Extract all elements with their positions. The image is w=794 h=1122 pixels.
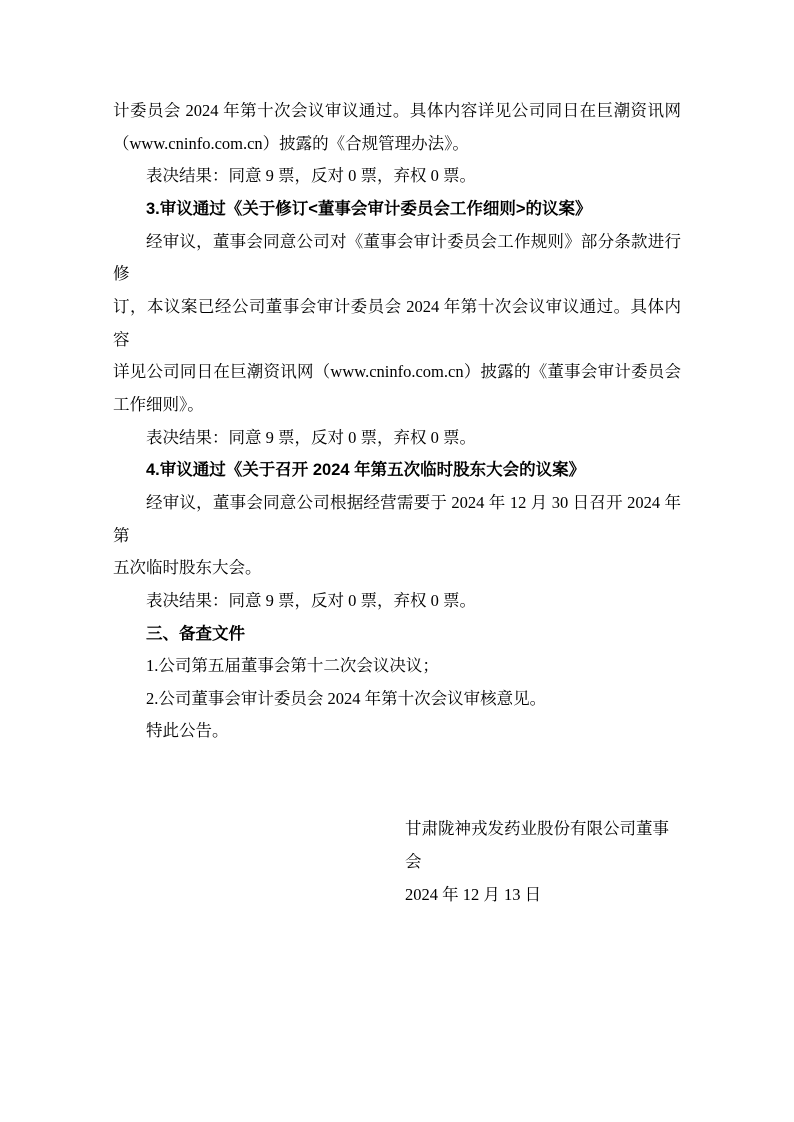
paragraph-line: 订，本议案已经公司董事会审计委员会 2024 年第十次会议审议通过。具体内容 [113, 296, 681, 349]
paragraph-line: 五次临时股东大会。 [113, 558, 262, 578]
agenda-item-4-heading: 4.审议通过《关于召开 2024 年第五次临时股东大会的议案》 [146, 461, 586, 480]
paragraph-continuation-line: （www.cninfo.com.cn）披露的《合规管理办法》。 [113, 133, 469, 153]
paragraph-line: 工作细则》。 [113, 394, 204, 414]
paragraph-line: 经审议，董事会同意公司根据经营需要于 2024 年 12 月 30 日召开 2024 年第 [113, 492, 681, 545]
paragraph-continuation-line: 计委员会 2024 年第十次会议审议通过。具体内容详见公司同日在巨潮资讯网 [113, 101, 681, 120]
reference-document-item: 2.公司董事会审计委员会 2024 年第十次会议审核意见。 [146, 688, 547, 708]
vote-result-line: 表决结果：同意 9 票，反对 0 票，弃权 0 票。 [146, 427, 476, 447]
blank-space [113, 748, 681, 813]
section-heading-reference-documents: 三、备查文件 [146, 624, 245, 643]
reference-document-item: 1.公司第五届董事会第十二次会议决议； [146, 656, 439, 676]
signature-date: 2024 年 12 月 13 日 [405, 884, 542, 904]
agenda-item-3-heading: 3.审议通过《关于修订<董事会审计委员会工作细则>的议案》 [146, 199, 592, 218]
vote-result-line: 表决结果：同意 9 票，反对 0 票，弃权 0 票。 [146, 590, 476, 610]
signature-company: 甘肃陇神戎发药业股份有限公司董事会 [405, 819, 669, 872]
vote-result-line: 表决结果：同意 9 票，反对 0 票，弃权 0 票。 [146, 166, 476, 186]
signature-block [405, 813, 681, 911]
closing-announcement-line: 特此公告。 [146, 721, 229, 741]
paragraph-line: 详见公司同日在巨潮资讯网（www.cninfo.com.cn）披露的《董事会审计委员会 [113, 362, 681, 382]
paragraph-line: 经审议，董事会同意公司对《董事会审计委员会工作规则》部分条款进行修 [113, 231, 681, 284]
